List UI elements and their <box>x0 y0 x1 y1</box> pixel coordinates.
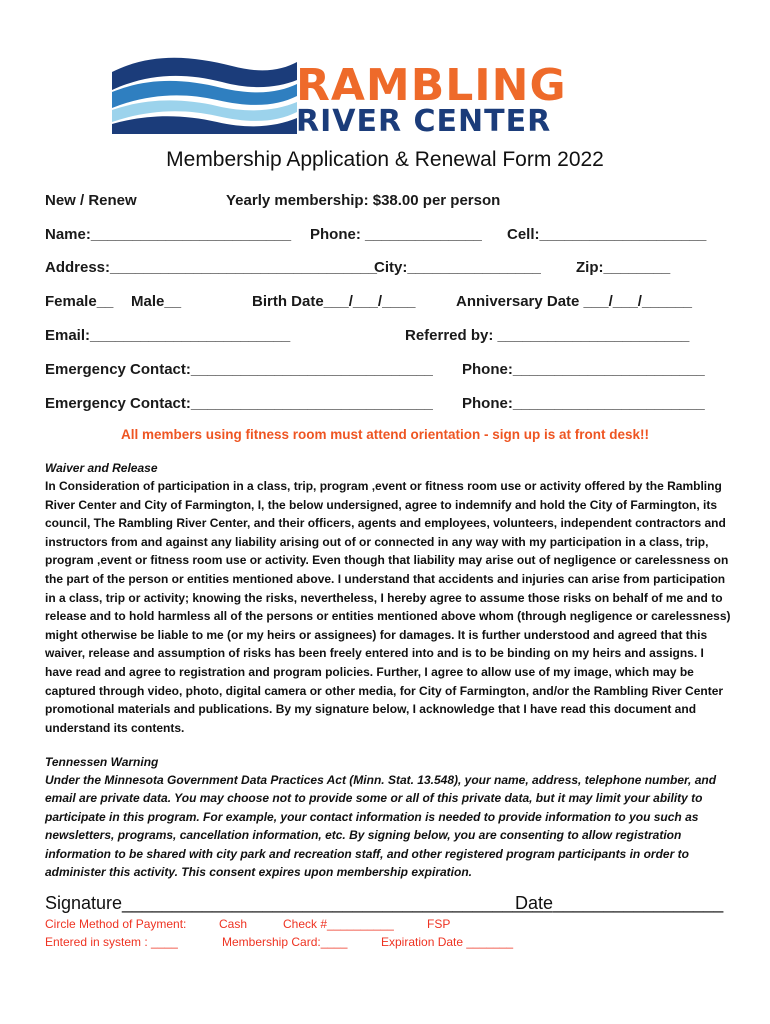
membership-type[interactable]: New / Renew <box>45 192 137 209</box>
waiver-title: Waiver and Release <box>45 461 158 475</box>
male-field[interactable]: Male__ <box>131 293 182 310</box>
payment-cash-option[interactable]: Cash <box>219 917 248 931</box>
form-title: Membership Application & Renewal Form 2022 <box>166 148 604 171</box>
tennessen-warning-text: Under the Minnesota Government Data Practices Act (Minn. Stat. 13.548), your name, address, telephone number, and email are private data. You may choose not to provide some or all of this private data, but it may limit your ability to participate in this program. For example, your contact information is needed to provide information to you such as newsletters, programs, cancellation information, etc. By signing below, you are consenting to allow registration information to be shared with city park and recreation staff, and other registered program participants in order to administer this activity. This consent expires upon membership expiration. <box>45 773 717 880</box>
fitness-orientation-notice: All members using fitness room must attend orientation - sign up is at front desk!! <box>120 427 650 442</box>
payment-check-field[interactable]: Check #__________ <box>283 917 394 931</box>
female-field[interactable]: Female__ <box>45 293 114 310</box>
name-field[interactable]: Name:________________________ <box>45 226 292 243</box>
yearly-membership-price: Yearly membership: $38.00 per person <box>226 192 501 209</box>
payment-method-label: Circle Method of Payment: <box>45 917 187 931</box>
rambling-river-logo <box>112 52 612 142</box>
payment-fsp-option[interactable]: FSP <box>427 917 451 931</box>
signature-date-field[interactable]: Date_________________ <box>515 893 724 913</box>
membership-card-field[interactable]: Membership Card:____ <box>222 935 348 949</box>
river-waves-icon <box>112 52 297 138</box>
birth-date-field[interactable]: Birth Date___/___/____ <box>252 293 416 310</box>
cell-field[interactable]: Cell:____________________ <box>507 226 707 243</box>
zip-field[interactable]: Zip:________ <box>576 259 671 276</box>
emergency-contact-2-field[interactable]: Emergency Contact:_____________________________ <box>45 395 433 412</box>
anniversary-date-field[interactable]: Anniversary Date ___/___/______ <box>456 293 693 310</box>
signature-field[interactable]: Signature___________________________________________ <box>45 893 553 913</box>
referred-by-field[interactable]: Referred by: _______________________ <box>405 327 690 344</box>
entered-in-system-field[interactable]: Entered in system : ____ <box>45 935 178 949</box>
emergency-contact-1-phone-field[interactable]: Phone:_______________________ <box>462 361 705 378</box>
emergency-contact-2-phone-field[interactable]: Phone:_______________________ <box>462 395 705 412</box>
expiration-date-field[interactable]: Expiration Date _______ <box>381 935 514 949</box>
emergency-contact-1-field[interactable]: Emergency Contact:_____________________________ <box>45 361 433 378</box>
logo-word-rambling: RAMBLING <box>296 60 567 111</box>
city-field[interactable]: City:________________ <box>374 259 541 276</box>
address-field[interactable]: Address:________________________________ <box>45 259 377 276</box>
email-field[interactable]: Email:________________________ <box>45 327 291 344</box>
logo-word-river-center: RIVER CENTER <box>296 104 552 139</box>
waiver-text: In Consideration of participation in a class, trip, program ,event or fitness room use or activity offered by the Rambling River Center and City of Farmington, I, the below undersigned, agree to indemnify and hold the City of Farmington, its council, The Rambling River Center, and their officers, agents and employees, volunteers, independent contractors and instructors from and against any liability arising out of or connected in any way with my participation in a class, trip, program ,event or fitness room use or activity. Even though that liability may arise out of negligence or carelessness on the part of the person or entities mentioned above. I understand that accidents and injuries can arise from participation in a class, trip or activity; knowing the risks, nevertheless, I hereby agree to assume those risks on behalf of me and to release and to hold harmless all of the persons or entities mentioned above whom (through negligence or carelessness) might otherwise be liable to me (or my heirs or assignees) for damages. It is further understood and agreed that this waiver, release and assumption of risks has been freely entered into and is to be binding on my heirs and assigns. I have read and agree to registration and program policies. Further, I agree to allow use of my image, which may be captured through video, photo, digital camera or other media, for City of Farmington, and/or the Rambling River Center promotional materials and publications. By my signature below, I acknowledge that I have read this document and understand its contents. <box>45 479 731 735</box>
tennessen-warning-title: Tennessen Warning <box>45 755 159 769</box>
phone-field[interactable]: Phone: ______________ <box>310 226 482 243</box>
